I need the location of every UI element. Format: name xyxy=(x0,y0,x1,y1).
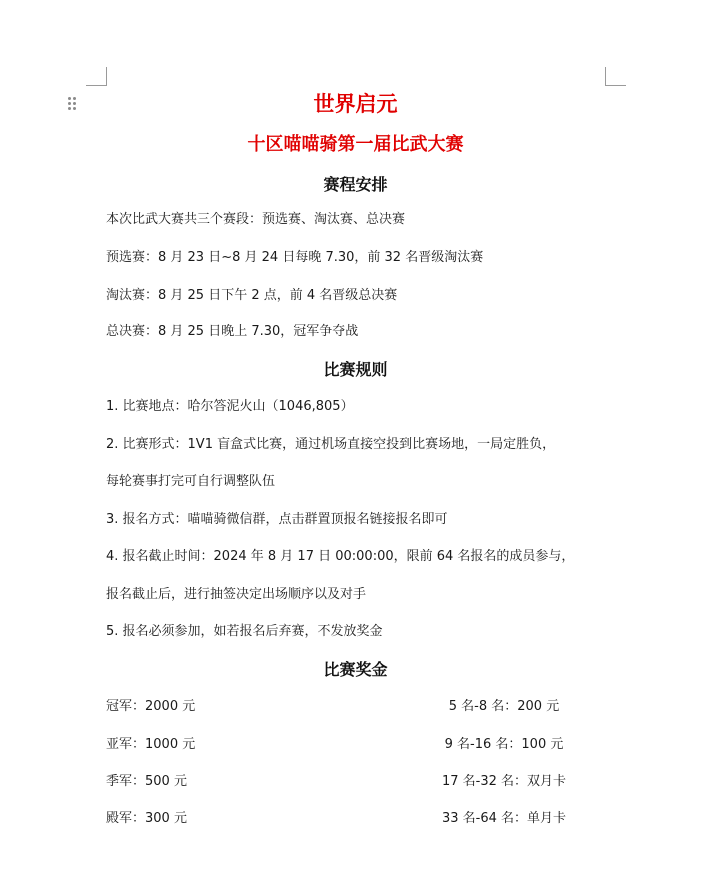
heading-prizes: 比赛奖金 xyxy=(323,660,388,679)
rule-line: 1. 比赛地点：哈尔答泥火山（1046,805） xyxy=(106,399,354,414)
document-subtitle: 十区喵喵骑第一届比武大赛 xyxy=(247,134,464,155)
prize-left: 亚军：1000 元 xyxy=(106,737,196,752)
rule-line: 4. 报名截止时间：2024 年 8 月 17 日 00:00:00，限前 64 名报名的成员参与， xyxy=(106,549,575,564)
rule-line: 2. 比赛形式：1V1 盲盒式比赛，通过机场直接空投到比赛场地，一局定胜负， xyxy=(106,437,556,452)
schedule-line: 本次比武大赛共三个赛段：预选赛、淘汰赛、总决赛 xyxy=(106,212,406,227)
schedule-line: 预选赛：8 月 23 日~8 月 24 日每晚 7.30，前 32 名晋级淘汰赛 xyxy=(106,250,484,265)
rule-line: 每轮赛事打完可自行调整队伍 xyxy=(106,474,276,489)
rule-line: 3. 报名方式：喵喵骑微信群，点击群置顶报名链接报名即可 xyxy=(106,512,448,527)
prize-right: 9 名-16 名：100 元 xyxy=(444,737,564,752)
prize-left: 季军：500 元 xyxy=(106,774,187,789)
crop-mark-top-left xyxy=(86,67,107,86)
schedule-line: 总决赛：8 月 25 日晚上 7.30，冠军争夺战 xyxy=(106,324,359,339)
rule-line: 报名截止后，进行抽签决定出场顺序以及对手 xyxy=(106,587,367,602)
prize-left: 冠军：2000 元 xyxy=(106,699,196,714)
schedule-line: 淘汰赛：8 月 25 日下午 2 点，前 4 名晋级总决赛 xyxy=(106,288,398,303)
document-title: 世界启元 xyxy=(313,92,398,116)
crop-mark-top-right xyxy=(605,67,626,86)
prize-left: 殿军：300 元 xyxy=(106,811,187,826)
prize-right: 5 名-8 名：200 元 xyxy=(448,699,560,714)
heading-rules: 比赛规则 xyxy=(323,360,388,379)
prize-right: 33 名-64 名：单月卡 xyxy=(441,811,567,826)
prize-right: 17 名-32 名：双月卡 xyxy=(441,774,567,789)
heading-schedule: 赛程安排 xyxy=(323,175,388,194)
rule-line: 5. 报名必须参加，如若报名后弃赛，不发放奖金 xyxy=(106,624,383,639)
